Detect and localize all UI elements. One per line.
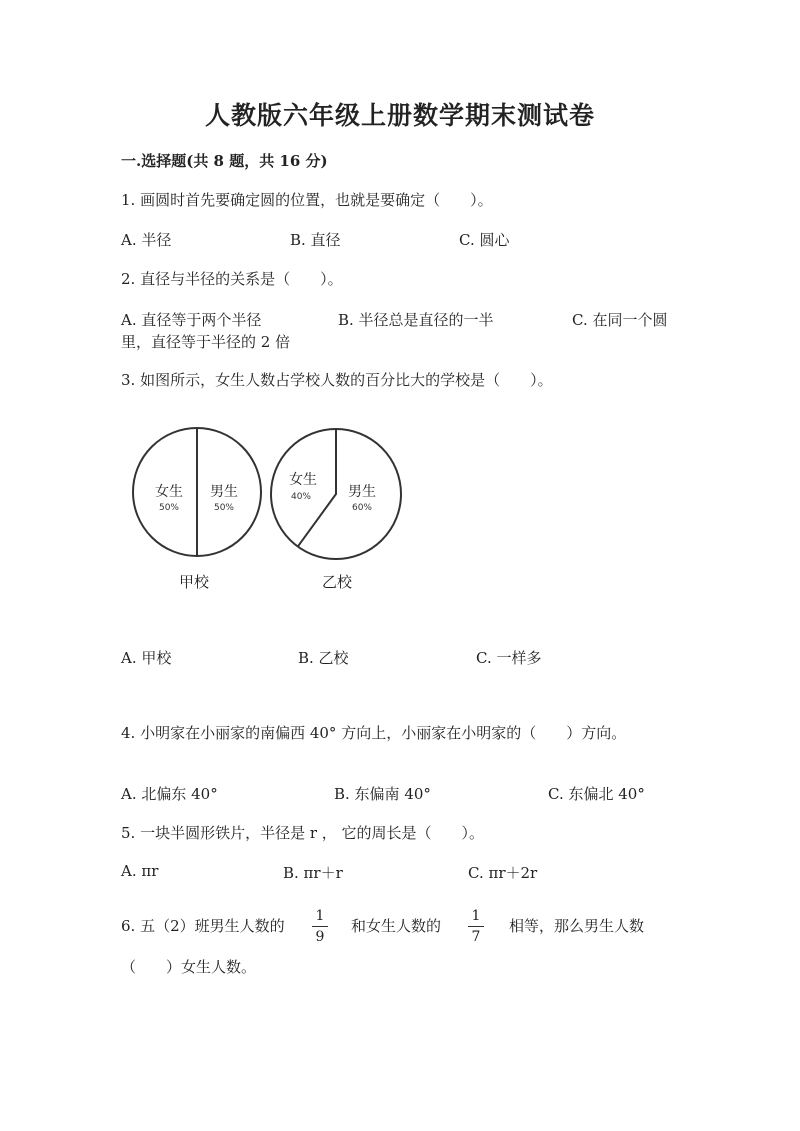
- school2-girl-label: 女生: [289, 472, 317, 488]
- school2-name: 乙校: [321, 573, 353, 591]
- q1-option-b[interactable]: B. 直径: [290, 231, 341, 249]
- page-title: 人教版六年级上册数学期末测试卷: [204, 101, 595, 130]
- q1-option-c[interactable]: C. 圆心: [459, 231, 510, 249]
- q2-option-c-continued: 里，直径等于半径的 2 倍: [121, 333, 291, 351]
- q4-option-a[interactable]: A. 北偏东 40°: [121, 785, 218, 803]
- fraction-one-ninth: [310, 907, 330, 946]
- question-4-text: 4. 小明家在小丽家的南偏西 40° 方向上，小丽家在小明家的（ ）方向。: [121, 724, 627, 742]
- q4-option-b[interactable]: B. 东偏南 40°: [334, 785, 431, 803]
- q3-option-b[interactable]: B. 乙校: [298, 649, 349, 667]
- q1-option-a[interactable]: A. 半径: [121, 231, 172, 249]
- q5-option-b[interactable]: B. πr＋r: [283, 864, 343, 882]
- question-5-text: 5. 一块半圆形铁片，半径是 r ， 它的周长是（ ）。: [121, 824, 485, 842]
- school2-boy-percent: 60%: [351, 503, 373, 513]
- school1-boy-percent: 50%: [213, 503, 235, 513]
- fraction-denominator: 9: [315, 929, 325, 945]
- fraction-bar: [312, 926, 328, 927]
- q2-option-b[interactable]: B. 半径总是直径的一半: [338, 311, 494, 329]
- question-2-text: 2. 直径与半径的关系是（ ）。: [121, 270, 343, 288]
- fraction-bar: [468, 926, 484, 927]
- q2-option-c[interactable]: C. 在同一个圆: [572, 311, 668, 329]
- question-3-text: 3. 如图所示，女生人数占学校人数的百分比大的学校是（ ）。: [121, 371, 553, 389]
- school1-girl-label: 女生: [155, 484, 183, 500]
- q2-option-a[interactable]: A. 直径等于两个半径: [121, 311, 262, 329]
- school2-girl-percent: 40%: [290, 492, 312, 502]
- section-heading: 一.选择题(共 8 题，共 16 分): [121, 152, 328, 170]
- school1-name: 甲校: [178, 573, 210, 591]
- school-pie-figure: [120, 420, 420, 600]
- fraction-one-seventh: [466, 907, 486, 946]
- q4-option-c[interactable]: C. 东偏北 40°: [548, 785, 645, 803]
- school1-boy-label: 男生: [210, 484, 238, 500]
- q3-option-a[interactable]: A. 甲校: [121, 649, 172, 667]
- school2-boy-label: 男生: [348, 484, 376, 500]
- question-6-text-part2: 和女生人数的: [351, 917, 442, 935]
- question-1-text: 1. 画圆时首先要确定圆的位置，也就是要确定（ ）。: [121, 191, 493, 209]
- question-6-text-part3: 相等，那么男生人数: [509, 917, 645, 935]
- q3-option-c[interactable]: C. 一样多: [476, 649, 542, 667]
- question-6-text-part1: 6. 五（2）班男生人数的: [121, 917, 285, 935]
- question-6-text-line2: （ ）女生人数。: [121, 958, 257, 976]
- q5-option-a[interactable]: A. πr: [121, 862, 159, 880]
- q5-option-c[interactable]: C. πr＋2r: [468, 864, 538, 882]
- fraction-numerator: 1: [315, 908, 325, 924]
- fraction-numerator: 1: [471, 908, 481, 924]
- school1-girl-percent: 50%: [158, 503, 180, 513]
- fraction-denominator: 7: [471, 929, 481, 945]
